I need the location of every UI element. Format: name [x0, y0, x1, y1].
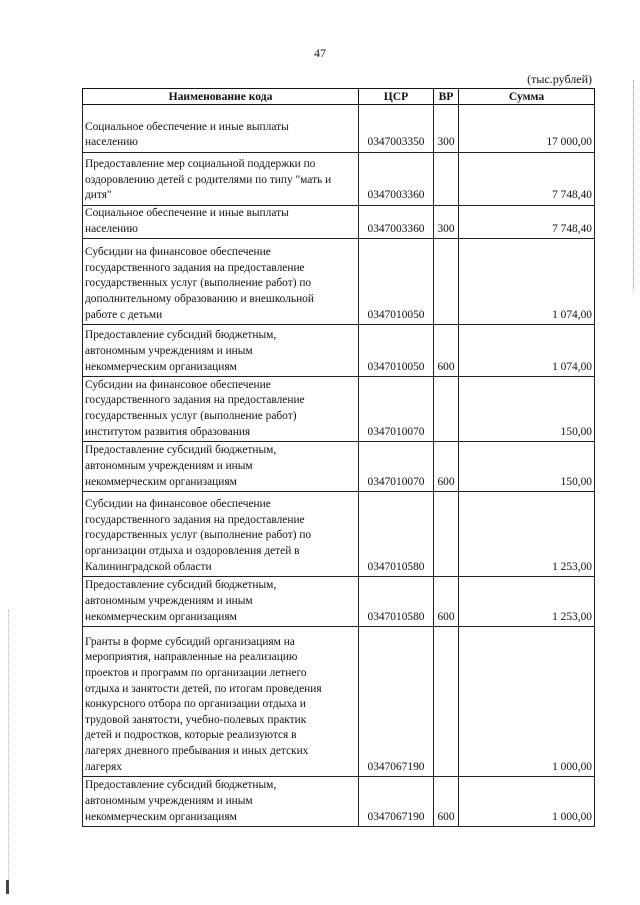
row-vr — [434, 377, 459, 442]
header-name: Наименование кода — [83, 89, 359, 105]
scan-margin-tick — [6, 880, 9, 894]
row-vr: 600 — [434, 577, 459, 627]
scan-edge-mark — [632, 80, 634, 290]
row-sum: 7 748,40 — [459, 206, 595, 239]
row-vr: 600 — [434, 325, 459, 377]
table-row — [83, 377, 595, 442]
row-name: Социальное обеспечение и иные выплаты населению — [83, 206, 359, 239]
units-label: (тыс.рублей) — [527, 72, 592, 86]
row-vr — [434, 492, 459, 577]
row-sum: 7 748,40 — [459, 153, 595, 206]
row-csr: 0347010580 — [359, 492, 434, 577]
table-row — [83, 442, 595, 492]
row-name: Предоставление субсидий бюджетным, автономным учреждениям и иным некоммерческим организациям — [83, 442, 359, 492]
row-csr: 0347003350 — [359, 105, 434, 153]
row-name: Субсидии на финансовое обеспечение государственного задания на предоставление государственных услуг (выполнение работ) институтом развития образования — [83, 377, 359, 442]
row-sum: 1 253,00 — [459, 577, 595, 627]
row-sum: 1 253,00 — [459, 492, 595, 577]
row-csr: 0347010070 — [359, 377, 434, 442]
row-name: Социальное обеспечение и иные выплаты населению — [83, 105, 359, 153]
row-csr: 0347067190 — [359, 627, 434, 777]
row-vr — [434, 627, 459, 777]
row-vr: 600 — [434, 777, 459, 827]
row-vr: 300 — [434, 206, 459, 239]
table-row — [83, 325, 595, 377]
row-name: Предоставление субсидий бюджетным, автономным учреждениям и иным некоммерческим организациям — [83, 777, 359, 827]
row-name: Предоставление субсидий бюджетным, автономным учреждениям и иным некоммерческим организациям — [83, 325, 359, 377]
table-row — [83, 577, 595, 627]
table-header-row — [83, 89, 595, 105]
row-csr: 0347010580 — [359, 577, 434, 627]
header-vr: ВР — [434, 89, 459, 105]
row-csr: 0347010050 — [359, 239, 434, 325]
table-row — [83, 492, 595, 577]
row-sum: 1 000,00 — [459, 627, 595, 777]
row-sum: 150,00 — [459, 377, 595, 442]
table-row — [83, 627, 595, 777]
row-vr: 600 — [434, 442, 459, 492]
row-sum: 1 074,00 — [459, 325, 595, 377]
row-vr — [434, 239, 459, 325]
table-row — [83, 206, 595, 239]
row-csr: 0347010050 — [359, 325, 434, 377]
table-row — [83, 239, 595, 325]
row-sum: 150,00 — [459, 442, 595, 492]
header-sum: Сумма — [459, 89, 595, 105]
row-name: Субсидии на финансовое обеспечение государственного задания на предоставление государственных услуг (выполнение работ) по организации отдыха и оздоровления детей в Калининградской области — [83, 492, 359, 577]
budget-table — [82, 88, 595, 827]
page-number: 47 — [314, 46, 326, 60]
row-vr — [434, 153, 459, 206]
row-csr: 0347010070 — [359, 442, 434, 492]
row-sum: 1 074,00 — [459, 239, 595, 325]
row-csr: 0347003360 — [359, 153, 434, 206]
row-csr: 0347003360 — [359, 206, 434, 239]
row-name: Субсидии на финансовое обеспечение государственного задания на предоставление государственных услуг (выполнение работ) по дополнительному образованию и внешкольной работе с детьми — [83, 239, 359, 325]
row-sum: 1 000,00 — [459, 777, 595, 827]
header-csr: ЦСР — [359, 89, 434, 105]
row-name: Гранты в форме субсидий организациям на мероприятия, направленные на реализацию проектов и программ по организации летнего отдыха и занятости детей, по итогам проведения конкурсного отбора по организации отдыха и трудовой занятости, учебно-полевых практик детей и подростков, которые реализуются в лагерях дневного пребывания и иных детских лагерях — [83, 627, 359, 777]
row-sum: 17 000,00 — [459, 105, 595, 153]
row-vr: 300 — [434, 105, 459, 153]
row-name: Предоставление мер социальной поддержки по оздоровлению детей с родителями по типу "мать и дитя" — [83, 153, 359, 206]
row-csr: 0347067190 — [359, 777, 434, 827]
table-row — [83, 105, 595, 153]
table-row — [83, 153, 595, 206]
scan-margin-mark — [8, 610, 10, 890]
table-row — [83, 777, 595, 827]
row-name: Предоставление субсидий бюджетным, автономным учреждениям и иным некоммерческим организациям — [83, 577, 359, 627]
